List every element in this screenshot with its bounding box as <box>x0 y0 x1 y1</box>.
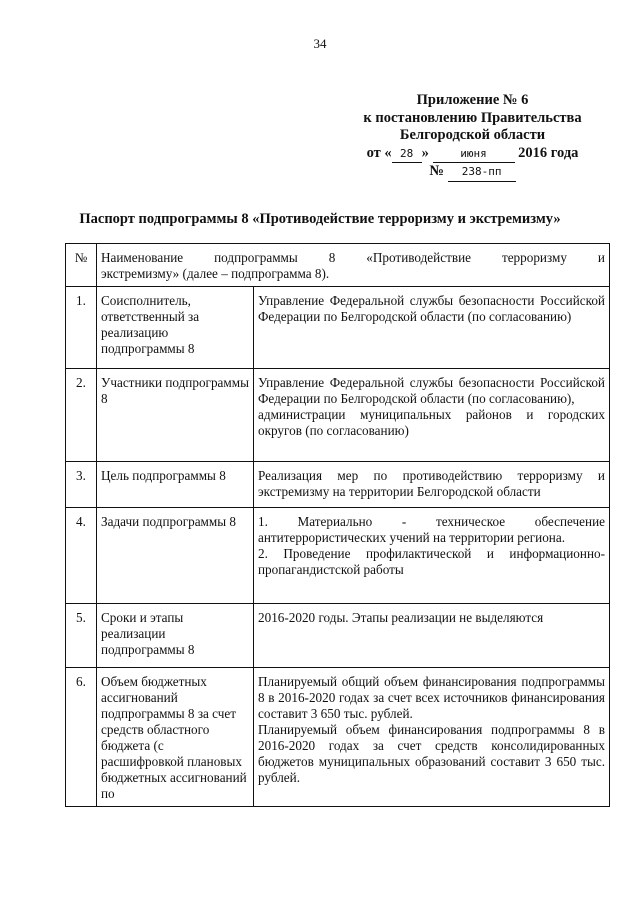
appendix-number <box>340 163 605 182</box>
passport-table <box>65 243 610 807</box>
page-number: 34 <box>313 36 327 51</box>
row-name: Участники подпрограммы 8 <box>97 369 254 462</box>
header-num-cell: № <box>66 244 97 287</box>
table-row <box>66 244 610 287</box>
table-row <box>66 462 610 508</box>
date-mid: » <box>421 144 429 161</box>
row-value: Реализация мер по противодействию терроризму и экстремизму на территории Белгородской области <box>254 462 610 508</box>
table-row <box>66 369 610 462</box>
row-name: Цель подпрограммы 8 <box>97 462 254 508</box>
header-text-line: Наименование подпрограммы 8 «Противодействие терроризму и <box>101 250 605 265</box>
row-value: 2016-2020 годы. Этапы реализации не выделяются <box>254 604 610 668</box>
row-name: Сроки и этапы реализации подпрограммы 8 <box>97 604 254 668</box>
row-value-paragraph: администрации муниципальных районов и городских округов (по согласованию) <box>258 407 605 438</box>
table-row <box>66 668 610 807</box>
row-number: 4. <box>66 508 97 604</box>
appendix-title: Приложение № 6 <box>416 92 529 108</box>
appendix-date <box>340 145 605 164</box>
row-value <box>254 508 610 604</box>
row-name: Соисполнитель, ответственный за реализацию подпрограммы 8 <box>97 287 254 369</box>
number-value: 238-пп <box>448 163 516 182</box>
row-value-paragraph: Планируемый объем финансирования подпрограммы 8 в 2016-2020 годах за счет средств консолидированных бюджетов муниципальных образований составит 3 650 тыс. рублей. <box>258 722 605 785</box>
number-prefix: № <box>429 163 444 179</box>
row-value <box>254 668 610 807</box>
row-number: 1. <box>66 287 97 369</box>
row-value-paragraph: Управление Федеральной службы безопасности Российской Федерации по Белгородской области (по согласованию), <box>258 375 605 406</box>
table-row <box>66 508 610 604</box>
date-year: 2016 года <box>518 144 579 161</box>
date-month: июня <box>433 145 515 164</box>
appendix-header <box>340 92 605 182</box>
row-value-paragraph: Планируемый общий объем финансирования подпрограммы 8 в 2016-2020 годах за счет всех источников финансирования составит 3 650 тыс. рублей. <box>258 674 605 721</box>
appendix-reference: к постановлению Правительства <box>363 109 582 126</box>
row-name: Задачи подпрограммы 8 <box>97 508 254 604</box>
row-value-line: антитеррористических учений на территории региона. <box>258 530 565 545</box>
header-text-line: экстремизму» (далее – подпрограмма 8). <box>101 266 330 281</box>
table-row <box>66 287 610 369</box>
appendix-region: Белгородской области <box>399 127 546 143</box>
row-value-paragraph: 2. Проведение профилактической и информационно-пропагандистской работы <box>258 546 605 577</box>
header-text-cell <box>97 244 610 287</box>
row-value <box>254 369 610 462</box>
document-title: Паспорт подпрограммы 8 «Противодействие терроризму и экстремизму» <box>79 211 561 227</box>
row-value-line: 1. Материально - техническое обеспечение <box>258 514 605 529</box>
date-prefix: от « <box>366 144 392 161</box>
row-number: 3. <box>66 462 97 508</box>
row-value: Управление Федеральной службы безопасности Российской Федерации по Белгородской области (по согласованию) <box>254 287 610 369</box>
row-number: 2. <box>66 369 97 462</box>
row-name: Объем бюджетных ассигнований подпрограммы 8 за счет средств областного бюджета (с расшифровкой плановых бюджетных ассигнований по <box>97 668 254 807</box>
date-day: 28 <box>392 145 422 164</box>
table-row <box>66 604 610 668</box>
row-number: 6. <box>66 668 97 807</box>
row-number: 5. <box>66 604 97 668</box>
